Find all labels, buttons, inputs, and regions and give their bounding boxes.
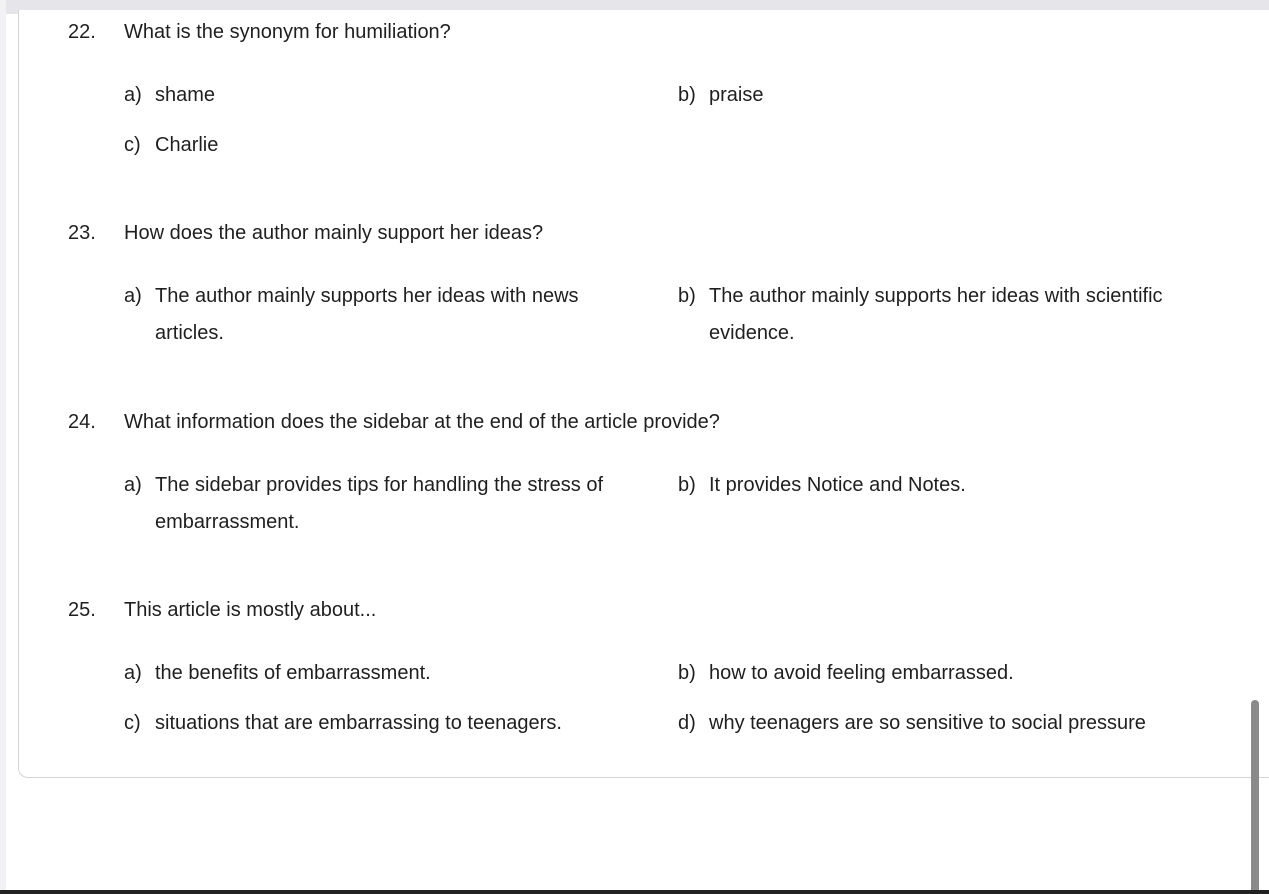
option-text: It provides Notice and Notes.: [709, 474, 966, 496]
option-text: praise: [709, 84, 764, 106]
option-letter: c): [124, 134, 141, 156]
question-text: What information does the sidebar at the end of the article provide?: [124, 411, 720, 433]
question-text: This article is mostly about...: [124, 599, 377, 621]
option-text: the benefits of embarrassment.: [155, 662, 431, 684]
option-text-line-2: evidence.: [709, 322, 795, 344]
question-text: How does the author mainly support her ideas?: [124, 222, 544, 244]
scrollbar-thumb[interactable]: [1251, 700, 1259, 894]
option-letter: a): [124, 662, 142, 684]
option-text: Charlie: [155, 134, 219, 156]
question-number: 24.: [68, 411, 96, 433]
question-text: What is the synonym for humiliation?: [124, 21, 451, 43]
option-text-line-2: articles.: [155, 322, 224, 344]
option-text: situations that are embarrassing to teenagers.: [155, 712, 562, 734]
option-letter: a): [124, 84, 142, 106]
bottom-edge: [0, 890, 1269, 894]
option-text: how to avoid feeling embarrassed.: [709, 662, 1014, 684]
question-number: 25.: [68, 599, 96, 621]
option-letter: b): [678, 662, 696, 684]
option-letter: b): [678, 474, 696, 496]
option-letter: c): [124, 712, 141, 734]
option-letter: b): [678, 285, 696, 307]
option-text-line-2: embarrassment.: [155, 511, 300, 533]
question-number: 22.: [68, 21, 96, 43]
option-text-line-1: The author mainly supports her ideas with news: [155, 285, 579, 307]
question-number: 23.: [68, 222, 96, 244]
option-letter: a): [124, 474, 142, 496]
option-text-line-1: The author mainly supports her ideas with scientific: [709, 285, 1163, 307]
option-24-a[interactable]: [124, 467, 664, 547]
option-23-b[interactable]: [678, 278, 1238, 358]
option-letter: b): [678, 84, 696, 106]
option-text: why teenagers are so sensitive to social pressure: [709, 712, 1146, 734]
option-23-a[interactable]: [124, 278, 664, 358]
option-letter: d): [678, 712, 696, 734]
option-text: shame: [155, 84, 216, 106]
left-edge: [0, 0, 6, 894]
option-letter: a): [124, 285, 142, 307]
option-text-line-1: The sidebar provides tips for handling the stress of: [155, 474, 604, 496]
